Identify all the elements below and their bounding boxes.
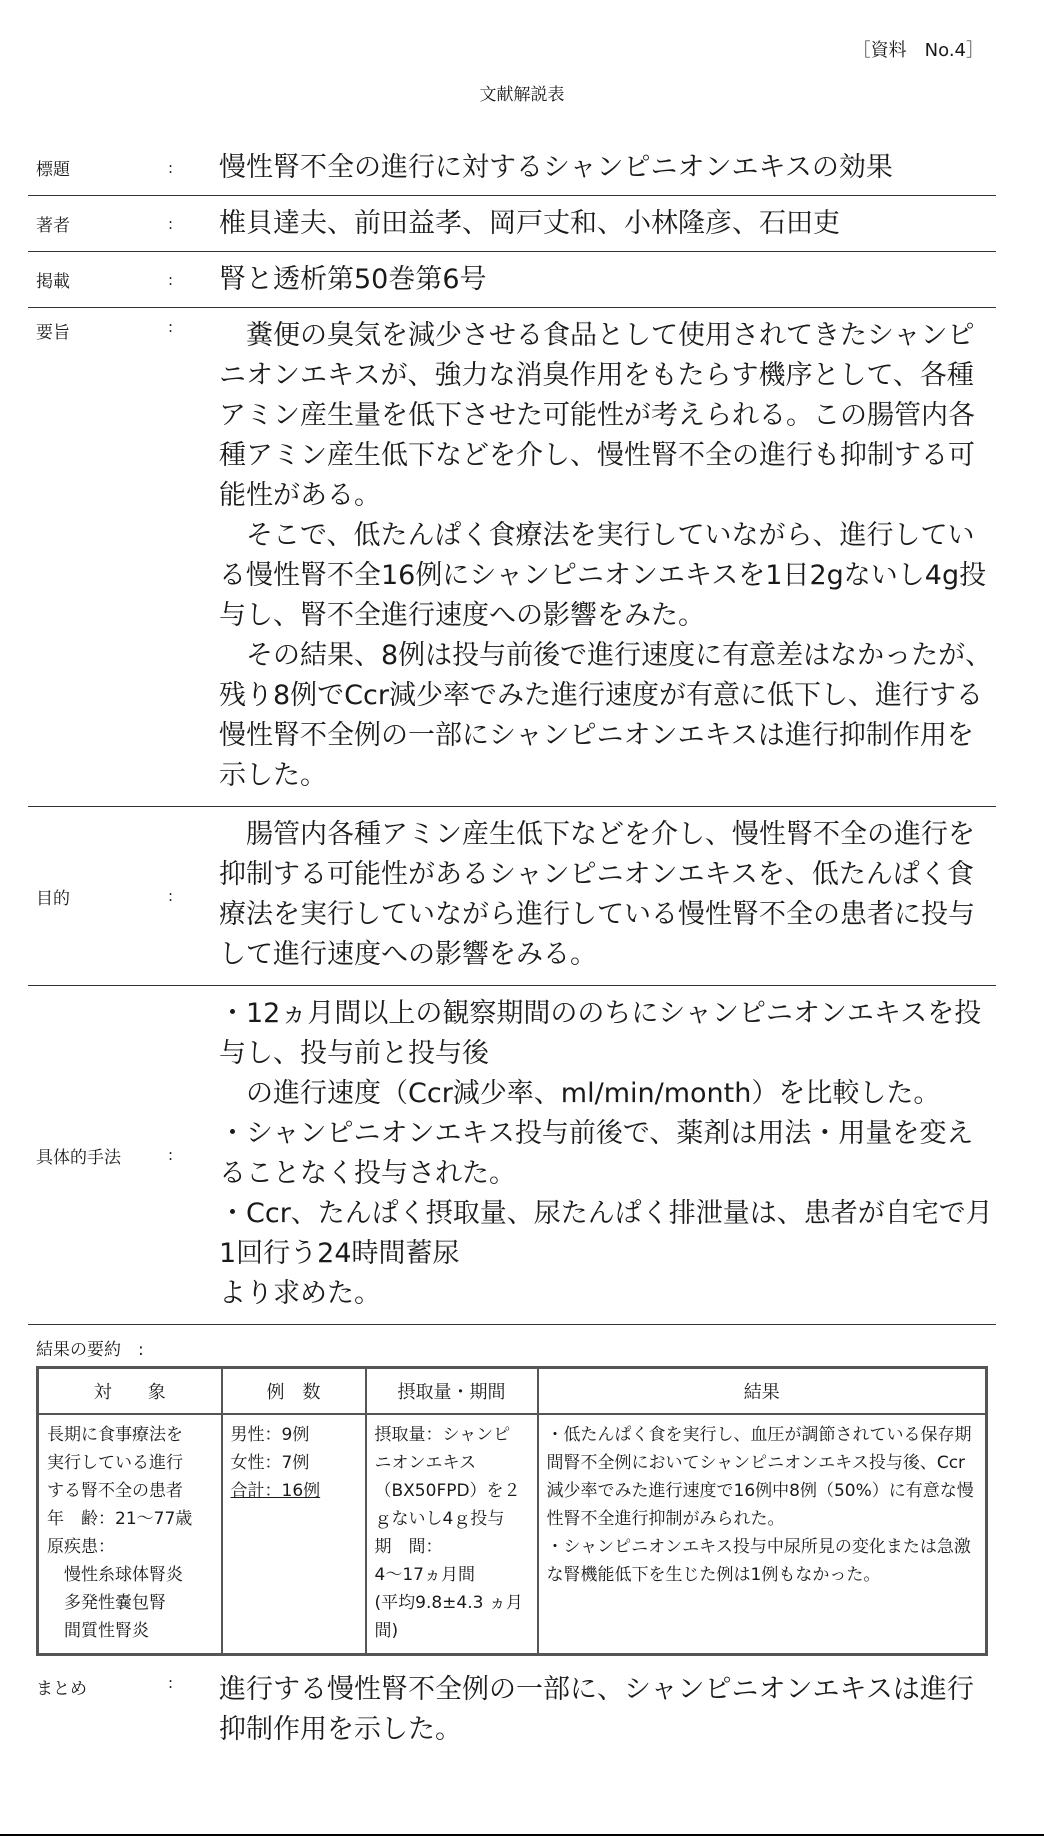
cases-cell [222, 1414, 366, 1655]
abstract-paragraph: その結果、8例は投与前後で進行速度に有意差はなかったが、残り8例でCcr減少率でみた進行速度が有意に低下し、進行する慢性腎不全例の一部にシャンピニオンエキスは進行抑制作用を示した。 [219, 640, 993, 791]
subject-line: 多発性嚢包腎 [64, 1593, 166, 1613]
method-line: ・シャンピニオンエキス投与前後で、薬剤は用法・用量を変えることなく投与された。 [219, 1118, 974, 1189]
row-authors [28, 196, 996, 252]
dosage-line: ｇないし4ｇ投与 [374, 1509, 505, 1529]
abstract-paragraph: 糞便の臭気を減少させる食品として使用されてきたシャンピニオンエキスが、強力な消臭作用をもたらす機序として、各種アミン産生量を低下させた可能性が考えられる。この腸管内各種アミン産生低下などを介し、慢性腎不全の進行も抑制する可能性がある。 [219, 320, 975, 511]
row-method [28, 986, 996, 1325]
method-line: ・Ccr、たんぱく摂取量、尿たんぱく排泄量は、患者が自宅で月1回行う24時間蓄尿 [219, 1198, 993, 1269]
method-line: ・12ヵ月間以上の観察期間ののちにシャンピニオンエキスを投与し、投与前と投与後 [219, 998, 982, 1069]
results-summary-label: 結果の要約 : [36, 1340, 144, 1360]
dosage-line: 4～17ヵ月間 [374, 1565, 475, 1585]
abstract-label: 要旨 [36, 323, 70, 343]
outcome-cell [538, 1414, 987, 1655]
title-label: 標題 [36, 160, 70, 180]
dosage-line: 摂取量：シャンピ [374, 1425, 511, 1445]
header-subject: 対 象 [38, 1368, 222, 1415]
abstract-value [219, 308, 996, 806]
subject-line: 実行している進行 [47, 1453, 183, 1473]
dosage-line: 期 間： [374, 1537, 443, 1557]
header-cases: 例 数 [222, 1368, 366, 1415]
source-value: 腎と透析第50巻第6号 [219, 263, 487, 295]
outcome-item: ・シャンピニオンエキス投与中尿所見の変化または急激な腎機能低下を生じた例は1例もなかった。 [546, 1537, 971, 1585]
method-line: より求めた。 [219, 1278, 381, 1309]
abstract-paragraph: そこで、低たんぱく食療法を実行していながら、進行している慢性腎不全16例にシャンピニオンエキスを1日2gないし4g投与し、腎不全進行速度への影響をみた。 [219, 520, 987, 631]
row-purpose [28, 807, 996, 986]
subject-line: 原疾患： [47, 1537, 115, 1557]
colon: : [168, 1146, 174, 1164]
colon: : [168, 887, 174, 905]
method-value [219, 986, 996, 1324]
purpose-label: 目的 [36, 888, 70, 909]
document-title: 文献解説表 [479, 85, 565, 105]
dosage-line: (平均9.8±4.3 ヵ月 [374, 1593, 523, 1613]
colon: : [168, 270, 174, 289]
dosage-cell [366, 1414, 538, 1655]
title-value: 慢性腎不全の進行に対するシャンピニオンエキスの効果 [219, 151, 893, 183]
colon: : [168, 158, 174, 177]
dosage-line: 間) [374, 1621, 399, 1641]
row-title [28, 140, 996, 196]
literature-table [28, 140, 996, 1750]
cases-total: 合計：16例 [230, 1481, 321, 1501]
authors-label: 著者 [36, 216, 70, 236]
subject-line: する腎不全の患者 [47, 1481, 183, 1501]
subject-line: 長期に食事療法を [47, 1425, 183, 1445]
cases-male: 男性：9例 [230, 1425, 310, 1445]
method-line: の進行速度（Ccr減少率、ml/min/month）を比較した。 [219, 1078, 941, 1109]
header-dosage: 摂取量・期間 [366, 1368, 538, 1415]
header-outcome: 結果 [538, 1368, 987, 1415]
purpose-value: 腸管内各種アミン産生低下などを介し、慢性腎不全の進行を抑制する可能性があるシャンピニオンエキスを、低たんぱく食療法を実行していながら進行している慢性腎不全の患者に投与して進行速度への影響をみる。 [219, 819, 975, 970]
colon: : [168, 318, 174, 336]
summary-value: 進行する慢性腎不全例の一部に、シャンピニオンエキスは進行抑制作用を示した。 [219, 1674, 974, 1745]
row-summary [28, 1670, 996, 1750]
row-source [28, 252, 996, 308]
results-table [36, 1366, 988, 1656]
table-row [38, 1414, 987, 1655]
subject-line: 間質性腎炎 [64, 1621, 149, 1641]
source-label: 掲載 [36, 272, 70, 292]
subject-line: 年 齢：21～77歳 [47, 1509, 193, 1529]
colon: : [168, 1674, 174, 1692]
authors-value: 椎貝達夫、前田益孝、岡戸丈和、小林隆彦、石田吏 [219, 207, 840, 239]
dosage-line: ニオンエキス [374, 1453, 477, 1473]
cases-female: 女性：7例 [230, 1453, 310, 1473]
table-header-row [38, 1368, 987, 1415]
colon: : [168, 214, 174, 233]
row-abstract [28, 308, 996, 807]
method-label: 具体的手法 [36, 1147, 121, 1168]
outcome-item: ・低たんぱく食を実行し、血圧が調節されている保存期間腎不全例においてシャンピニオンエキス投与後、Ccr減少率でみた進行速度で16例中8例（50%）に有意な慢性腎不全進行抑制がみられた。 [546, 1425, 974, 1529]
subject-cell [38, 1414, 222, 1655]
reference-number: ［資料 No.4］ [852, 40, 984, 61]
subject-line: 慢性糸球体腎炎 [64, 1565, 183, 1585]
summary-label: まとめ [36, 1679, 87, 1699]
dosage-line: （BX50FPD）を２ [374, 1481, 521, 1501]
